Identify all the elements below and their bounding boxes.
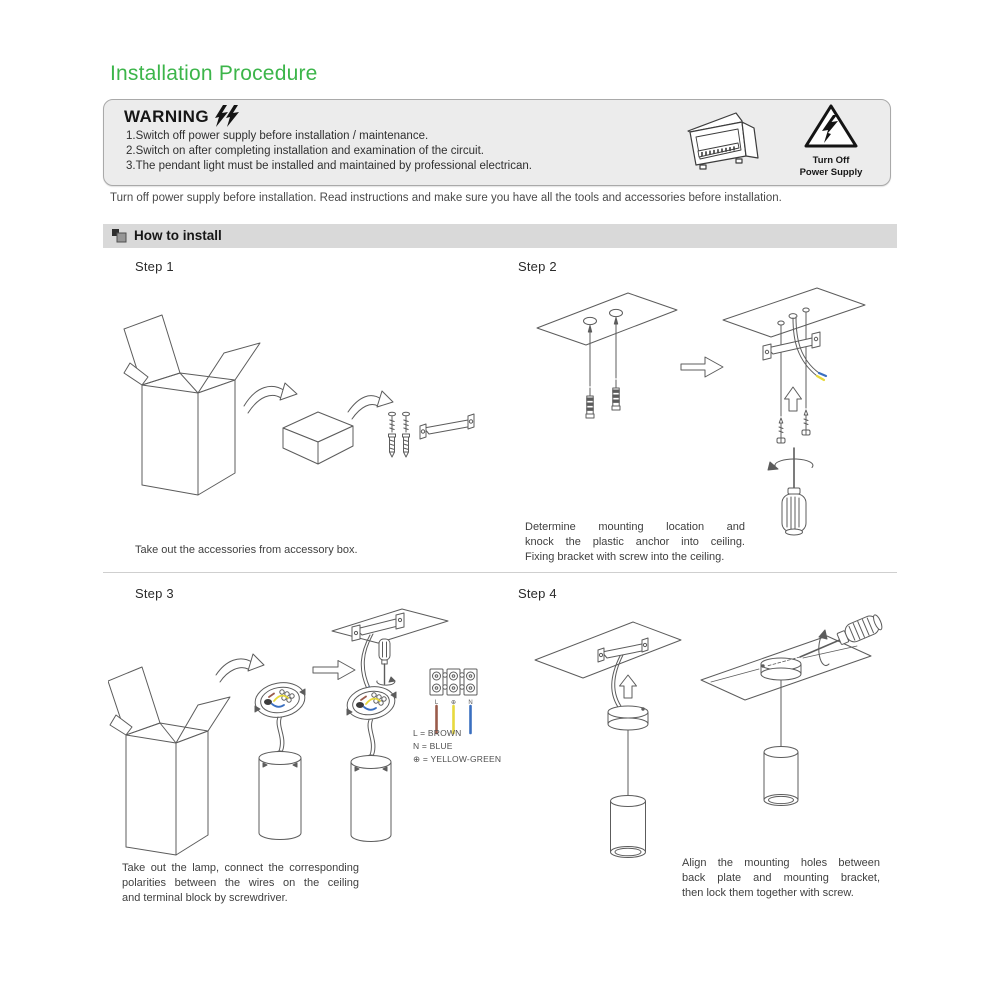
screwdriver	[768, 448, 813, 535]
step4-label: Step 4	[518, 586, 557, 601]
up-arrow	[785, 387, 802, 411]
ceiling-with-bracket	[535, 622, 681, 678]
step1-label: Step 1	[135, 259, 174, 274]
legend-line: ⊕ = YELLOW-GREEN	[413, 754, 502, 764]
ceiling-panel	[537, 293, 677, 345]
section-heading: How to install	[134, 228, 222, 243]
transfer-arrow	[348, 391, 393, 419]
step4-caption: Align the mounting holes between back plate and mounting bracket, then lock them together with screw.	[682, 857, 880, 899]
turn-off-power-warning	[772, 103, 890, 178]
direction-arrow	[681, 357, 723, 377]
squares-icon	[112, 228, 128, 244]
how-to-install-header	[103, 224, 897, 248]
screw	[802, 410, 810, 435]
step2-caption: Determine mounting location and knock the plastic anchor into ceiling. Fixing bracket with screw into the ceiling.	[525, 521, 745, 563]
accessory-box	[283, 412, 353, 464]
section-divider	[103, 572, 897, 573]
carton-box	[108, 667, 230, 855]
step2-label: Step 2	[518, 259, 557, 274]
warning-item: 1.Switch off power supply before installation / maintenance.	[126, 130, 429, 142]
lightning-bolt-icon	[214, 105, 244, 127]
step2-illustration	[505, 278, 897, 545]
legend-line: L = BROWN	[413, 728, 462, 738]
terminal-label-N: N	[468, 700, 473, 706]
terminal-label-L: L	[434, 700, 439, 706]
pendant-lamp	[608, 706, 648, 858]
terminal-block-diagram	[430, 669, 477, 733]
step1-illustration	[120, 285, 490, 540]
transfer-arrow	[216, 654, 264, 682]
power-label-line1: Turn Off	[812, 155, 850, 166]
screw-and-anchor	[389, 412, 396, 457]
power-label-line2: Power Supply	[799, 167, 863, 178]
warning-box	[103, 99, 891, 186]
mounting-bracket	[420, 414, 474, 439]
legend-line: N = BLUE	[413, 741, 453, 751]
up-arrow	[620, 675, 637, 698]
note-line: Turn off power supply before installation. Read instructions and make sure you have all the tools and accessories before installation.	[110, 192, 782, 204]
wire-to-canopy	[361, 634, 374, 693]
screwdriver	[377, 639, 395, 685]
direction-arrow	[313, 661, 355, 680]
step1-caption: Take out the accessories from accessory box.	[135, 544, 358, 556]
step4-illustration	[505, 600, 900, 868]
warning-item-list	[126, 129, 532, 174]
warning-heading: WARNING	[124, 107, 209, 126]
screw	[777, 418, 785, 443]
ceiling-panel	[723, 288, 865, 337]
ceiling-with-bracket	[332, 609, 448, 643]
screw-and-anchor	[403, 412, 410, 457]
transfer-arrow	[244, 383, 297, 413]
canopy-with-terminal-block	[345, 683, 398, 841]
warning-item: 2.Switch on after completing installation and examination of the circuit.	[126, 145, 484, 157]
breaker-box-icon	[680, 111, 768, 175]
high-voltage-triangle-icon	[803, 103, 859, 149]
page-title: Installation Procedure	[110, 62, 318, 85]
step3-label: Step 3	[135, 586, 174, 601]
carton-box	[124, 315, 260, 495]
terminal-label-earth: ⊕	[450, 700, 457, 706]
wire-color-legend	[413, 727, 501, 766]
canopy-with-terminal-block	[252, 679, 307, 840]
warning-item: 3.The pendant light must be installed and maintained by professional electrican.	[126, 160, 532, 172]
step3-caption: Take out the lamp, connect the corresponding polarities between the wires on the ceiling and terminal block by screwdriver.	[122, 862, 359, 904]
